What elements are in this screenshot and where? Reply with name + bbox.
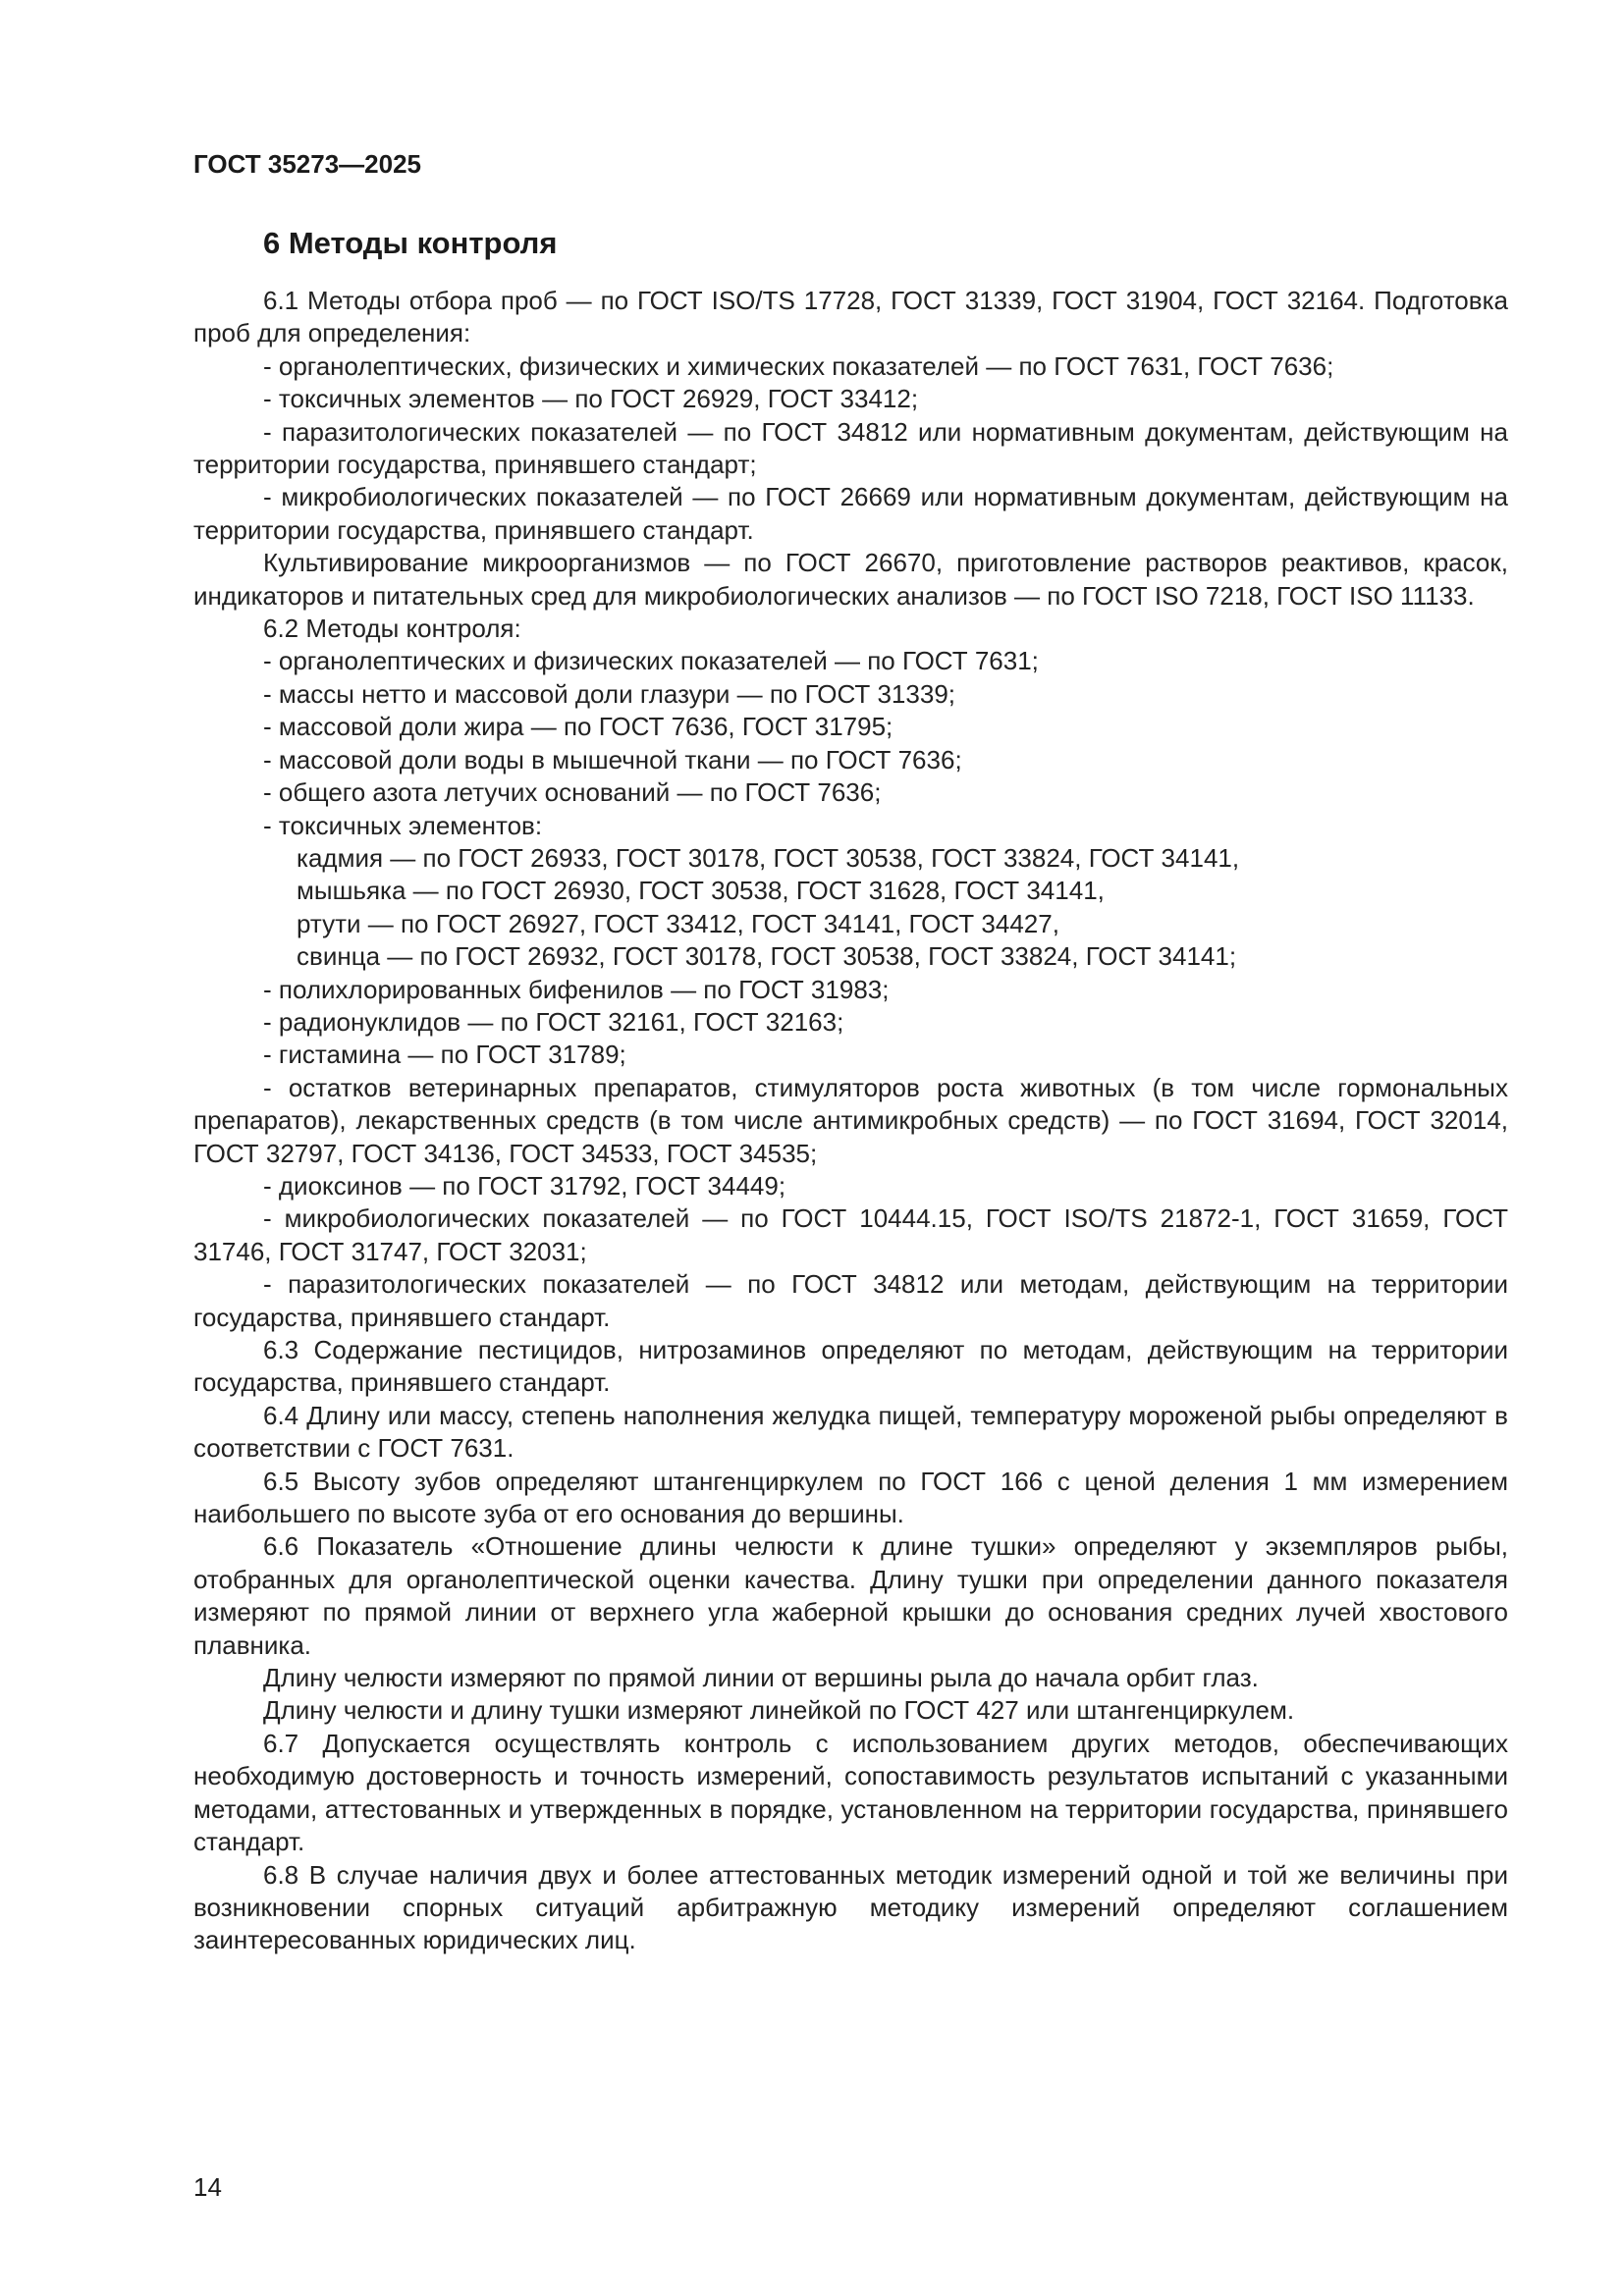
section-body	[193, 285, 1508, 1957]
list-item: - микробиологических показателей — по ГОСТ 26669 или нормативным документам, действующим на территории государства, принявшего стандарт.	[193, 482, 1508, 545]
paragraph-6-8: 6.8 В случае наличия двух и более аттестованных методик измерений одной и той же величины при возникновении спорных ситуаций арбитражную методику измерений определяют соглашением заинтересованных юридических лиц.	[193, 1859, 1508, 1955]
sub-list-item: мышьяка — по ГОСТ 26930, ГОСТ 30538, ГОСТ 31628, ГОСТ 34141,	[297, 876, 1105, 906]
paragraph-6-3: 6.3 Содержание пестицидов, нитрозаминов определяют по методам, действующим на территории государства, принявшего стандарт.	[193, 1335, 1508, 1398]
paragraph-6-4: 6.4 Длину или массу, степень наполнения желудка пищей, температуру мороженой рыбы определяют в соответствии с ГОСТ 7631.	[193, 1400, 1508, 1464]
paragraph-6-2: 6.2 Методы контроля:	[263, 614, 521, 644]
list-item: - радионуклидов — по ГОСТ 32161, ГОСТ 32163;	[263, 1006, 844, 1037]
list-item: - общего азота летучих оснований — по ГОСТ 7636;	[263, 777, 882, 808]
list-item: - органолептических и физических показателей — по ГОСТ 7631;	[263, 646, 1039, 676]
paragraph-jaw-tool: Длину челюсти и длину тушки измеряют линейкой по ГОСТ 427 или штангенциркулем.	[263, 1695, 1295, 1726]
list-item: - токсичных элементов — по ГОСТ 26929, ГОСТ 33412;	[263, 384, 919, 414]
list-item: - полихлорированных бифенилов — по ГОСТ 31983;	[263, 974, 890, 1004]
list-item: - микробиологических показателей — по ГОСТ 10444.15, ГОСТ ISO/TS 21872-1, ГОСТ 31659, ГОСТ 31746, ГОСТ 31747, ГОСТ 32031;	[193, 1203, 1508, 1266]
page-number: 14	[193, 2172, 222, 2202]
sub-list-item: свинца — по ГОСТ 26932, ГОСТ 30178, ГОСТ 30538, ГОСТ 33824, ГОСТ 34141;	[297, 941, 1237, 972]
paragraph-6-1: 6.1 Методы отбора проб — по ГОСТ ISO/TS 17728, ГОСТ 31339, ГОСТ 31904, ГОСТ 32164. Подготовка проб для определения:	[193, 286, 1508, 348]
list-item: - гистамина — по ГОСТ 31789;	[263, 1040, 626, 1070]
list-item: - массовой доли жира — по ГОСТ 7636, ГОСТ 31795;	[263, 712, 893, 742]
document-code: ГОСТ 35273—2025	[193, 149, 421, 179]
list-item: - массы нетто и массовой доли глазури — по ГОСТ 31339;	[263, 678, 955, 709]
section-title: 6 Методы контроля	[263, 226, 558, 260]
sub-list-item: кадмия — по ГОСТ 26933, ГОСТ 30178, ГОСТ 30538, ГОСТ 33824, ГОСТ 34141,	[297, 842, 1240, 873]
paragraph-6-6: 6.6 Показатель «Отношение длины челюсти к длине тушки» определяют у экземпляров рыбы, отобранных для органолептической оценки качества. Длину тушки при определении данного показателя измеряют по прямой линии от верхнего угла жаберной крышки до основания средних лучей хвостового плавника.	[193, 1531, 1508, 1660]
list-item: - остатков ветеринарных препаратов, стимуляторов роста животных (в том числе гормональных препаратов), лекарственных средств (в том числе антимикробных средств) — по ГОСТ 31694, ГОСТ 32014, ГОСТ 32797, ГОСТ 34136, ГОСТ 34533, ГОСТ 34535;	[193, 1072, 1508, 1168]
list-item: - паразитологических показателей — по ГОСТ 34812 или методам, действующим на территории государства, принявшего стандарт.	[193, 1269, 1508, 1332]
list-item: - паразитологических показателей — по ГОСТ 34812 или нормативным документам, действующим на территории государства, принявшего стандарт;	[193, 416, 1508, 480]
paragraph-jaw-measure: Длину челюсти измеряют по прямой линии от вершины рыла до начала орбит глаз.	[263, 1663, 1259, 1693]
paragraph-cultivation: Культивирование микроорганизмов — по ГОСТ 26670, приготовление растворов реактивов, красок, индикаторов и питательных сред для микробиологических анализов — по ГОСТ ISO 7218, ГОСТ ISO 11133.	[193, 548, 1508, 611]
list-item: - диоксинов — по ГОСТ 31792, ГОСТ 34449;	[263, 1170, 786, 1201]
list-item: - органолептических, физических и химических показателей — по ГОСТ 7631, ГОСТ 7636;	[263, 350, 1334, 381]
paragraph-6-7: 6.7 Допускается осуществлять контроль с использованием других методов, обеспечивающих необходимую достоверность и точность измерений, сопоставимость результатов испытаний с указанными методами, аттестованных и утвержденных в порядке, установленном на территории государства, принявшего стандарт.	[193, 1728, 1508, 1857]
list-item: - массовой доли воды в мышечной ткани — по ГОСТ 7636;	[263, 744, 962, 774]
paragraph-6-5: 6.5 Высоту зубов определяют штангенциркулем по ГОСТ 166 с ценой деления 1 мм измерением наибольшего по высоте зуба от его основания до вершины.	[193, 1466, 1508, 1529]
list-item: - токсичных элементов:	[263, 810, 543, 840]
sub-list-item: ртути — по ГОСТ 26927, ГОСТ 33412, ГОСТ 34141, ГОСТ 34427,	[297, 908, 1059, 938]
